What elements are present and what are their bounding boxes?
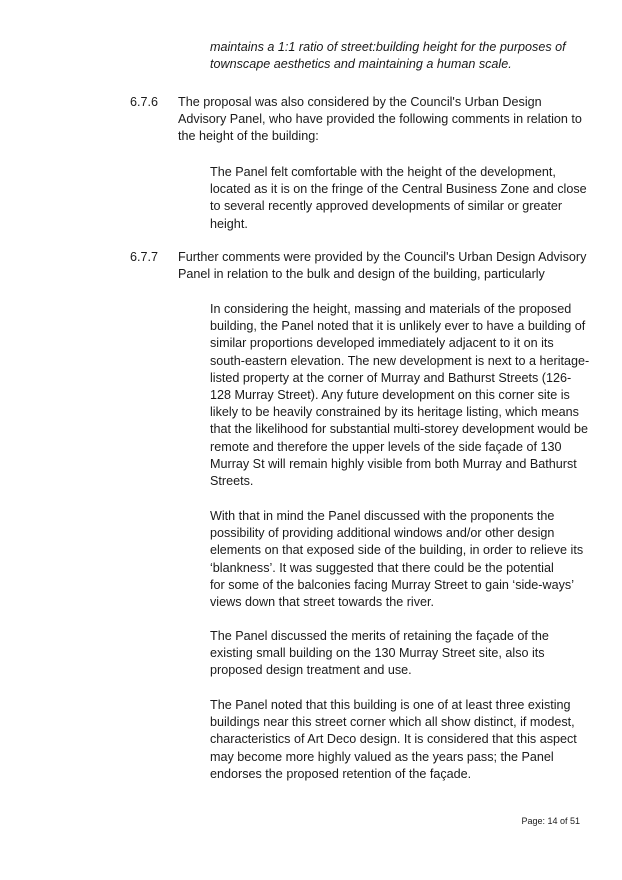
- section-676-paragraph: [178, 94, 580, 146]
- quote-line: south-eastern elevation. The new development is next to a heritage-: [210, 353, 590, 368]
- quote-line: characteristics of Art Deco design. It is considered that this aspect: [210, 732, 577, 747]
- quote-line: ‘blankness’. It was suggested that there could be the potential: [210, 560, 554, 575]
- intro-quote-line: maintains a 1:1 ratio of street:building height for the purposes of: [210, 40, 566, 54]
- quote-line: With that in mind the Panel discussed with the proponents the: [210, 509, 555, 523]
- quote-line: elements on that exposed side of the building, in order to relieve its: [210, 543, 584, 558]
- intro-quote: [210, 39, 570, 73]
- quote-line: proposed design treatment and use.: [210, 663, 412, 678]
- quote-line: existing small building on the 130 Murray Street site, also its: [210, 646, 545, 661]
- quote-line: building, the Panel noted that it is unlikely ever to have a building of: [210, 319, 586, 334]
- quote-line: may become more highly valued as the years pass; the Panel: [210, 749, 554, 764]
- section-677-paragraph: [178, 249, 587, 283]
- page-number: Page: 14 of 51: [521, 816, 580, 826]
- quote-line: Streets.: [210, 474, 254, 489]
- section-number-676: 6.7.6: [130, 95, 159, 109]
- paragraph-line: The proposal was also considered by the Council's Urban Design: [178, 95, 542, 109]
- quote-line: for some of the balconies facing Murray Street to gain ‘side-ways’: [210, 577, 574, 592]
- quote-line: The Panel noted that this building is one of at least three existing: [210, 698, 571, 712]
- quote-line: similar proportions developed immediately adjacent to it on its: [210, 336, 554, 351]
- section-number-677: 6.7.7: [130, 250, 159, 264]
- quote-line: listed property at the corner of Murray and Bathurst Streets (126-: [210, 370, 572, 385]
- quote-line: Murray St will remain highly visible from both Murray and Bathurst: [210, 456, 577, 471]
- quote-line: The Panel discussed the merits of retaining the façade of the: [210, 629, 549, 643]
- quote-line: likely to be heavily constrained by its heritage listing, which means: [210, 405, 579, 420]
- quote-line: possibility of providing additional windows and/or other design: [210, 526, 555, 541]
- quote-line: located as it is on the fringe of the Central Business Zone and close: [210, 182, 587, 197]
- quote-line: views down that street towards the river.: [210, 595, 434, 610]
- quote-line: buildings near this street corner which all show distinct, if modest,: [210, 715, 575, 730]
- quote-line: to several recently approved developments of similar or greater: [210, 199, 563, 214]
- section-676-quote: [210, 164, 587, 233]
- quote-line: 128 Murray Street). Any future development on this corner site is: [210, 388, 570, 403]
- intro-quote-line: townscape aesthetics and maintaining a human scale.: [210, 57, 512, 72]
- section-677-quote-1: [210, 301, 590, 490]
- quote-line: remote and therefore the upper levels of the side façade of 130: [210, 439, 562, 454]
- paragraph-line: Panel in relation to the bulk and design of the building, particularly: [178, 267, 545, 282]
- quote-line: height.: [210, 216, 248, 231]
- quote-line: In considering the height, massing and materials of the proposed: [210, 302, 572, 316]
- paragraph-line: Advisory Panel, who have provided the following comments in relation to: [178, 112, 582, 127]
- quote-line: The Panel felt comfortable with the height of the development,: [210, 165, 556, 179]
- paragraph-line: Further comments were provided by the Council's Urban Design Advisory: [178, 250, 587, 264]
- section-677-quote-3: [210, 628, 582, 680]
- paragraph-line: the height of the building:: [178, 129, 319, 144]
- quote-line: endorses the proposed retention of the façade.: [210, 766, 472, 781]
- quote-line: that the likelihood for substantial multi-storey development would be: [210, 422, 589, 437]
- section-677-quote-2: [210, 508, 582, 611]
- section-677-quote-4: [210, 697, 582, 783]
